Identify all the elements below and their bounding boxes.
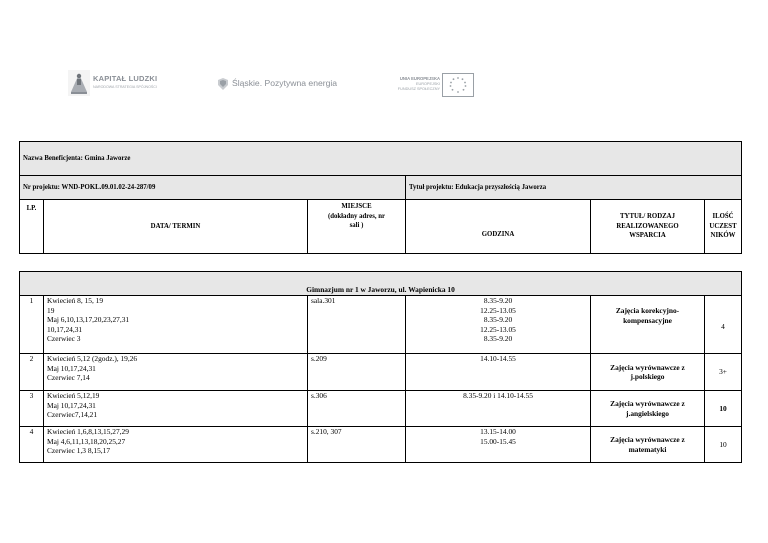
col-header-lp: LP. <box>20 200 44 254</box>
kapital-ludzki-logo <box>68 70 160 98</box>
col-header-date: DATA/ TERMIN <box>44 200 308 254</box>
row-dates: Kwiecień 5,12,19 Maj 10,17,24,31 Czerwiec7,14,21 <box>44 391 308 427</box>
table-row <box>20 427 742 463</box>
row-type: Zajęcia wyrównawcze z j.angielskiego <box>591 391 705 427</box>
row-hours: 8.35-9.20 12.25-13.05 8.35-9.20 12.25-13.05 8.35-9.20 <box>406 296 591 354</box>
table-row <box>20 296 742 354</box>
schedule-table <box>19 271 742 463</box>
row-lp: 2 <box>20 354 44 391</box>
project-number: Nr projektu: WND-POKL.09.01.02-24-287/09 <box>20 176 406 200</box>
row-count: 10 <box>705 391 742 427</box>
row-hours: 14.10-14.55 <box>406 354 591 391</box>
table-row <box>20 354 742 391</box>
col-header-hour: GODZINA <box>406 200 591 254</box>
school-title: Gimnazjum nr 1 w Jaworzu, ul. Wapienicka 10 <box>20 272 742 296</box>
row-dates: Kwiecień 1,6,8,13,15,27,29 Maj 4,6,11,13,18,20,25,27 Czerwiec 1,3 8,15,17 <box>44 427 308 463</box>
slaskie-emblem-icon <box>216 77 230 91</box>
row-lp: 4 <box>20 427 44 463</box>
row-place: sala.301 <box>308 296 406 354</box>
project-title: Tytuł projektu: Edukacja przyszłością Jaworza <box>406 176 742 200</box>
row-count: 3+ <box>705 354 742 391</box>
row-count: 10 <box>705 427 742 463</box>
row-dates: Kwiecień 5,12 (2godz.), 19,26 Maj 10,17,24,31 Czerwiec 7,14 <box>44 354 308 391</box>
row-type: Zajęcia wyrównawcze z matematyki <box>591 427 705 463</box>
col-header-type: TYTUŁ/ RODZAJ REALIZOWANEGO WSPARCIA <box>591 200 705 254</box>
row-place: s.210, 307 <box>308 427 406 463</box>
kapital-ludzki-emblem-icon <box>68 70 90 96</box>
kapital-ludzki-subtitle: NARODOWA STRATEGIA SPÓJNOŚCI <box>93 85 157 89</box>
row-lp: 1 <box>20 296 44 354</box>
slaskie-logo <box>216 76 338 94</box>
project-header-table <box>19 141 742 254</box>
ue-text: UNIA EUROPEJSKA EUROPEJSKI FUNDUSZ SPOŁECZNY <box>397 76 440 91</box>
row-dates: Kwiecień 8, 15, 19 19 Maj 6,10,13,17,20,23,27,31 10,17,24,31 Czerwiec 3 <box>44 296 308 354</box>
col-header-count: ILOŚĆ UCZEST NIKÓW <box>705 200 742 254</box>
kapital-ludzki-name: KAPITAŁ LUDZKI <box>93 74 158 83</box>
row-count: 4 <box>705 296 742 354</box>
row-lp: 3 <box>20 391 44 427</box>
eu-flag-icon <box>442 73 474 97</box>
row-type: Zajęcia wyrównawcze z j.polskiego <box>591 354 705 391</box>
beneficiary-name: Nazwa Beneficjenta: Gmina Jaworze <box>20 142 742 176</box>
row-hours: 13.15-14.00 15.00-15.45 <box>406 427 591 463</box>
col-header-place: MIEJSCE (dokładny adres, nr sali ) <box>308 200 406 254</box>
row-place: s.209 <box>308 354 406 391</box>
row-place: s.306 <box>308 391 406 427</box>
slaskie-text: Śląskie. Pozytywna energia <box>232 78 338 88</box>
ue-efs-logo <box>394 70 480 100</box>
row-hours: 8.35-9.20 i 14.10-14.55 <box>406 391 591 427</box>
table-row <box>20 391 742 427</box>
row-type: Zajęcia korekcyjno- kompensacyjne <box>591 296 705 354</box>
